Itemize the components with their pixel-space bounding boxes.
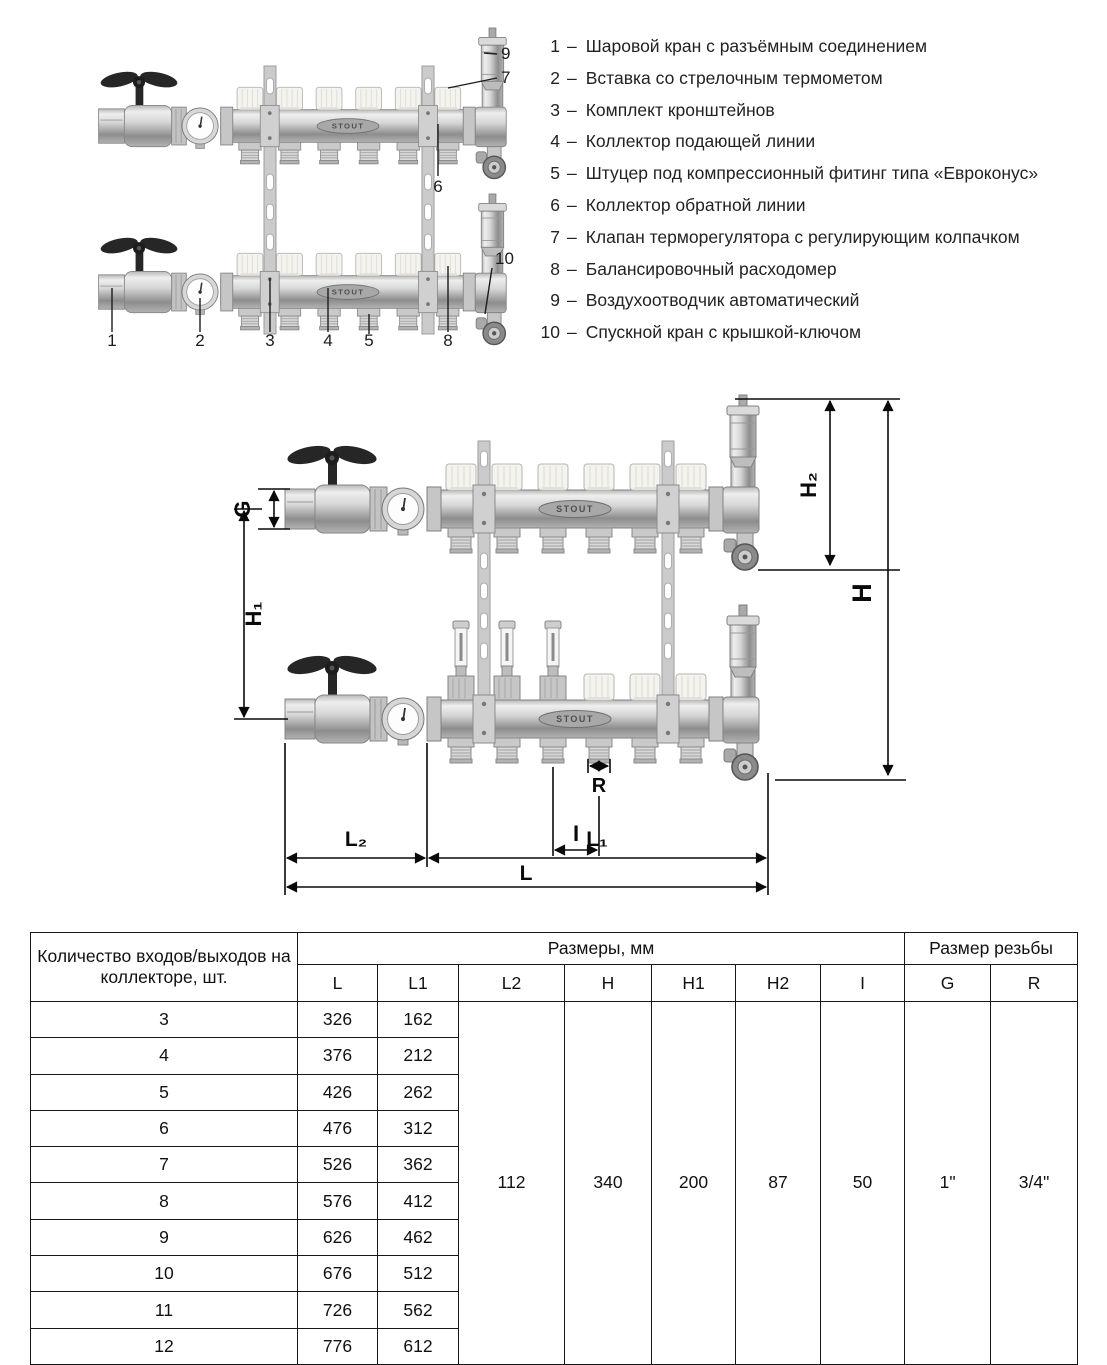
legend-item bbox=[527, 254, 1105, 286]
cell-l1: 262 bbox=[378, 1074, 459, 1110]
dim-label-l1: L₁ bbox=[586, 828, 608, 851]
legend-item-number: 1 bbox=[550, 36, 560, 56]
cell-l1: 512 bbox=[378, 1256, 459, 1292]
col-header-g: G bbox=[905, 965, 991, 1002]
cell-l1: 212 bbox=[378, 1038, 459, 1074]
cell-count: 3 bbox=[31, 1002, 298, 1038]
legend-dash: – bbox=[567, 131, 577, 152]
cell-l: 776 bbox=[298, 1328, 378, 1364]
flow-meter bbox=[494, 621, 520, 700]
legend-item bbox=[527, 158, 1105, 190]
supply-manifold bbox=[99, 28, 507, 179]
product-photo bbox=[88, 26, 530, 348]
dim-label-l: L bbox=[519, 862, 533, 885]
return-manifold bbox=[99, 194, 507, 345]
cell-l: 626 bbox=[298, 1219, 378, 1255]
callout-4: 4 bbox=[323, 331, 333, 348]
dimension-table bbox=[30, 932, 1078, 1365]
dim-label-l2: L₂ bbox=[344, 828, 368, 851]
valve-cap bbox=[316, 87, 342, 109]
valve-cap bbox=[356, 87, 382, 109]
legend-item bbox=[527, 222, 1105, 254]
cell-l: 726 bbox=[298, 1292, 378, 1328]
cell-count: 12 bbox=[31, 1328, 298, 1364]
legend-item-text: Воздухоотводчик автоматический bbox=[585, 290, 860, 311]
legend-dash: – bbox=[567, 194, 577, 215]
col-header-h1: H1 bbox=[652, 965, 736, 1002]
cell-l1: 612 bbox=[378, 1328, 459, 1364]
legend-item-text: Штуцер под компрессионный фитинг типа «Евроконус» bbox=[585, 163, 1039, 184]
legend-item-number: 7 bbox=[550, 226, 560, 247]
cell-l1: 462 bbox=[378, 1219, 459, 1255]
cell-l1: 162 bbox=[378, 1002, 459, 1038]
cell-count: 11 bbox=[31, 1292, 298, 1328]
legend-item bbox=[527, 95, 1105, 127]
valve-cap bbox=[435, 87, 461, 109]
cell-h1-shared: 200 bbox=[652, 1002, 736, 1365]
legend-item bbox=[527, 317, 1105, 349]
dimensional-drawing-svg bbox=[230, 393, 910, 910]
cell-l: 526 bbox=[298, 1147, 378, 1183]
col-header-h: H bbox=[565, 965, 652, 1002]
valve-cap bbox=[395, 87, 421, 109]
cell-g-shared: 1" bbox=[905, 1002, 991, 1365]
legend-dash: – bbox=[567, 290, 577, 311]
callout-2: 2 bbox=[195, 331, 205, 348]
callout-9: 9 bbox=[501, 44, 511, 63]
callout-3: 3 bbox=[265, 331, 275, 348]
valve-cap bbox=[538, 464, 568, 490]
supply-manifold bbox=[285, 395, 759, 570]
legend-item-text: Коллектор подающей линии bbox=[585, 131, 816, 152]
legend-item-number: 5 bbox=[550, 163, 560, 184]
dim-label-h: H bbox=[847, 583, 877, 603]
legend-dash: – bbox=[567, 67, 577, 88]
brand-label: STOUT bbox=[556, 714, 594, 724]
legend bbox=[527, 31, 1105, 349]
dim-label-h2: H₂ bbox=[796, 472, 821, 498]
col-header-l: L bbox=[298, 965, 378, 1002]
cell-h2-shared: 87 bbox=[736, 1002, 821, 1365]
valve-cap bbox=[630, 674, 660, 700]
legend-dash: – bbox=[567, 226, 577, 247]
valve-cap bbox=[584, 464, 614, 490]
callout-7: 7 bbox=[501, 68, 511, 87]
callout-10: 10 bbox=[495, 249, 514, 268]
return-manifold bbox=[285, 605, 759, 780]
legend-item bbox=[527, 63, 1105, 95]
legend-item-text: Спускной кран с крышкой-ключом bbox=[585, 322, 861, 343]
legend-item-number: 8 bbox=[550, 258, 560, 279]
legend-item-text: Вставка со стрелочным термометом bbox=[585, 67, 883, 88]
legend-item-number: 9 bbox=[550, 290, 560, 311]
legend-item bbox=[527, 31, 1105, 63]
legend-item-text: Шаровой кран с разъёмным соединением bbox=[585, 36, 928, 56]
brand-label: STOUT bbox=[331, 287, 365, 297]
valve-cap bbox=[237, 253, 263, 275]
valve-cap bbox=[237, 87, 263, 109]
dim-label-i: I bbox=[572, 821, 580, 846]
valve-cap bbox=[446, 464, 476, 490]
callout-1: 1 bbox=[107, 331, 117, 348]
legend-item-text: Клапан терморегулятора с регулирующим колпачком bbox=[585, 226, 1020, 247]
callout-8: 8 bbox=[443, 331, 453, 348]
legend-item-number: 6 bbox=[550, 194, 560, 215]
legend-item-number: 3 bbox=[550, 99, 560, 120]
header-quantity: Количество входов/выходов на коллекторе, шт. bbox=[31, 933, 298, 1002]
cell-h-shared: 340 bbox=[565, 1002, 652, 1365]
valve-cap bbox=[277, 253, 303, 275]
callout-5: 5 bbox=[364, 331, 374, 348]
flow-meter bbox=[448, 621, 474, 700]
cell-count: 6 bbox=[31, 1110, 298, 1146]
brand-label: STOUT bbox=[556, 504, 594, 514]
dim-label-r: R bbox=[591, 775, 607, 797]
cell-l2-shared: 112 bbox=[459, 1002, 565, 1365]
cell-l1: 312 bbox=[378, 1110, 459, 1146]
cell-l1: 562 bbox=[378, 1292, 459, 1328]
col-header-h2: H2 bbox=[736, 965, 821, 1002]
cell-l: 576 bbox=[298, 1183, 378, 1219]
legend-item-number: 2 bbox=[550, 67, 560, 88]
legend-item bbox=[527, 190, 1105, 222]
col-header-l2: L2 bbox=[459, 965, 565, 1002]
legend-dash: – bbox=[567, 163, 577, 184]
cell-l: 376 bbox=[298, 1038, 378, 1074]
cell-l1: 362 bbox=[378, 1147, 459, 1183]
valve-cap bbox=[395, 253, 421, 275]
col-header-r: R bbox=[991, 965, 1078, 1002]
dim-label-g: G bbox=[230, 500, 255, 518]
callout-6: 6 bbox=[433, 177, 443, 196]
valve-cap bbox=[356, 253, 382, 275]
valve-cap bbox=[584, 674, 614, 700]
product-photo-svg bbox=[88, 26, 530, 348]
legend-item-text: Комплект кронштейнов bbox=[585, 99, 775, 120]
cell-l: 326 bbox=[298, 1002, 378, 1038]
cell-count: 10 bbox=[31, 1256, 298, 1292]
valve-cap bbox=[676, 674, 706, 700]
cell-l: 426 bbox=[298, 1074, 378, 1110]
col-header-i: I bbox=[821, 965, 905, 1002]
legend-item-text: Балансировочный расходомер bbox=[585, 258, 837, 279]
legend-item-number: 4 bbox=[550, 131, 560, 152]
table-row bbox=[31, 1002, 1078, 1038]
cell-i-shared: 50 bbox=[821, 1002, 905, 1365]
cell-l: 476 bbox=[298, 1110, 378, 1146]
col-header-l1: L1 bbox=[378, 965, 459, 1002]
brand-label: STOUT bbox=[331, 121, 365, 131]
legend-item bbox=[527, 285, 1105, 317]
cell-l1: 412 bbox=[378, 1183, 459, 1219]
header-group-thread: Размер резьбы bbox=[905, 933, 1078, 965]
valve-cap bbox=[676, 464, 706, 490]
legend-item-number: 10 bbox=[540, 322, 560, 343]
legend-item-text: Коллектор обратной линии bbox=[585, 194, 806, 215]
cell-l: 676 bbox=[298, 1256, 378, 1292]
cell-count: 8 bbox=[31, 1183, 298, 1219]
cell-count: 7 bbox=[31, 1147, 298, 1183]
dim-label-h1: H₁ bbox=[241, 601, 266, 627]
legend-dash: – bbox=[567, 99, 577, 120]
valve-cap bbox=[316, 253, 342, 275]
legend-dash: – bbox=[567, 36, 577, 56]
valve-cap bbox=[492, 464, 522, 490]
dimensional-drawing bbox=[230, 393, 910, 910]
cell-count: 4 bbox=[31, 1038, 298, 1074]
cell-count: 5 bbox=[31, 1074, 298, 1110]
valve-cap bbox=[277, 87, 303, 109]
cell-r-shared: 3/4" bbox=[991, 1002, 1078, 1365]
valve-cap bbox=[630, 464, 660, 490]
legend-dash: – bbox=[567, 322, 577, 343]
cell-count: 9 bbox=[31, 1219, 298, 1255]
legend-dash: – bbox=[567, 258, 577, 279]
flow-meter bbox=[540, 621, 566, 700]
legend-item bbox=[527, 126, 1105, 158]
header-group-dimensions: Размеры, мм bbox=[298, 933, 905, 965]
